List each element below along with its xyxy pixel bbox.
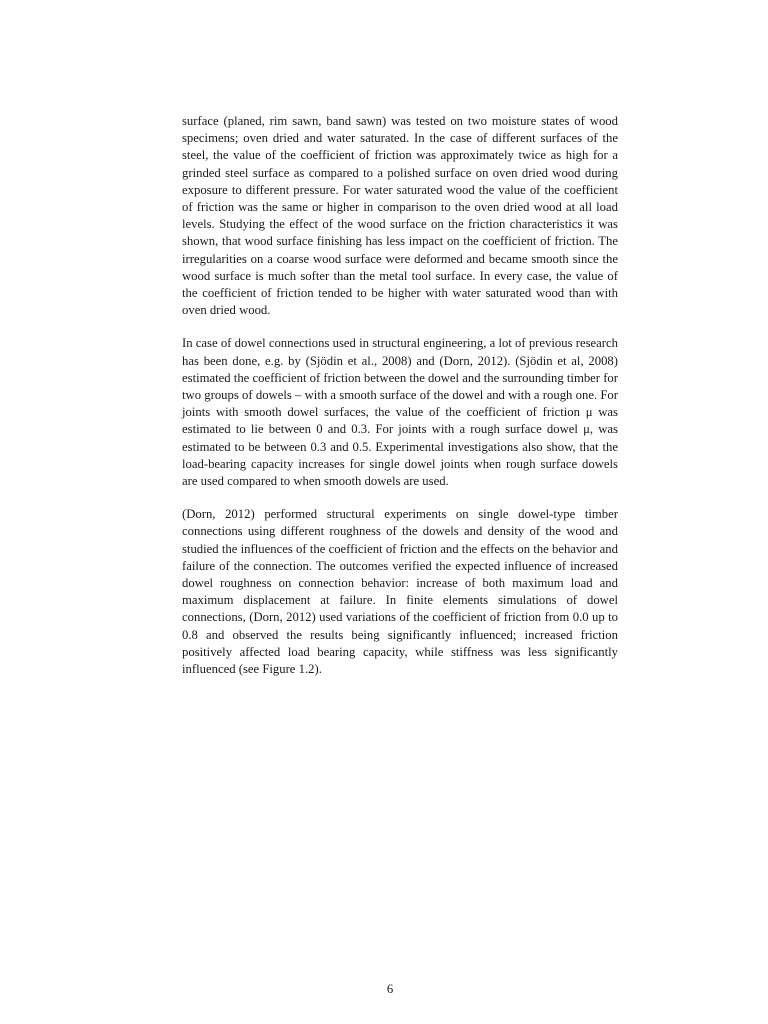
paragraph-dowel-connections: In case of dowel connections used in structural engineering, a lot of previous research has been done, e.g. by (Sjödin et al., 2008) and (Dorn, 2012). (Sjödin et al, 2008) estimated the coefficient of friction between the dowel and the surrounding timber for two groups of dowels – with a smooth surface of the dowel and with a rough one. For joints with smooth dowel surfaces, the value of the coefficient of friction μ was estimated to lie between 0 and 0.3. For joints with a rough surface dowel μ, was estimated to be between 0.3 and 0.5. Experimental investigations also show, that the load-bearing capacity increases for single dowel joints when rough surface dowels are used compared to when smooth dowels are used. <box>182 336 618 489</box>
paragraph-dorn-experiments: (Dorn, 2012) performed structural experiments on single dowel-type timber connections using different roughness of the dowels and density of the wood and studied the influences of the coefficient of friction and the effects on the behavior and failure of the connection. The outcomes verified the expected influence of increased dowel roughness on connection behavior: increase of both maximum load and maximum displacement at failure. In finite elements simulations of dowel connections, (Dorn, 2012) used variations of the coefficient of friction from 0.0 up to 0.8 and observed the results being significantly influenced; increased friction positively affected load bearing capacity, while stiffness was less significantly influenced (see Figure 1.2). <box>182 507 618 677</box>
paragraph-friction-surfaces: surface (planed, rim sawn, band sawn) was tested on two moisture states of wood specimens; oven dried and water saturated. In the case of different surfaces of the steel, the value of the coefficient of friction was approximately twice as high for a grinded steel surface as compared to a polished surface on oven dried wood during exposure to different pressure. For water saturated wood the value of the coefficient of friction was the same or higher in comparison to the oven dried wood at all load levels. Studying the effect of the wood surface on the friction characteristics it was shown, that wood surface finishing has less impact on the coefficient of friction. The irregularities on a coarse wood surface were deformed and became smooth since the wood surface is much softer than the metal tool surface. In every case, the value of the coefficient of friction tended to be higher with water saturated wood than with oven dried wood. <box>182 114 618 318</box>
page-number: 6 <box>386 982 394 996</box>
body-text <box>182 113 618 694</box>
